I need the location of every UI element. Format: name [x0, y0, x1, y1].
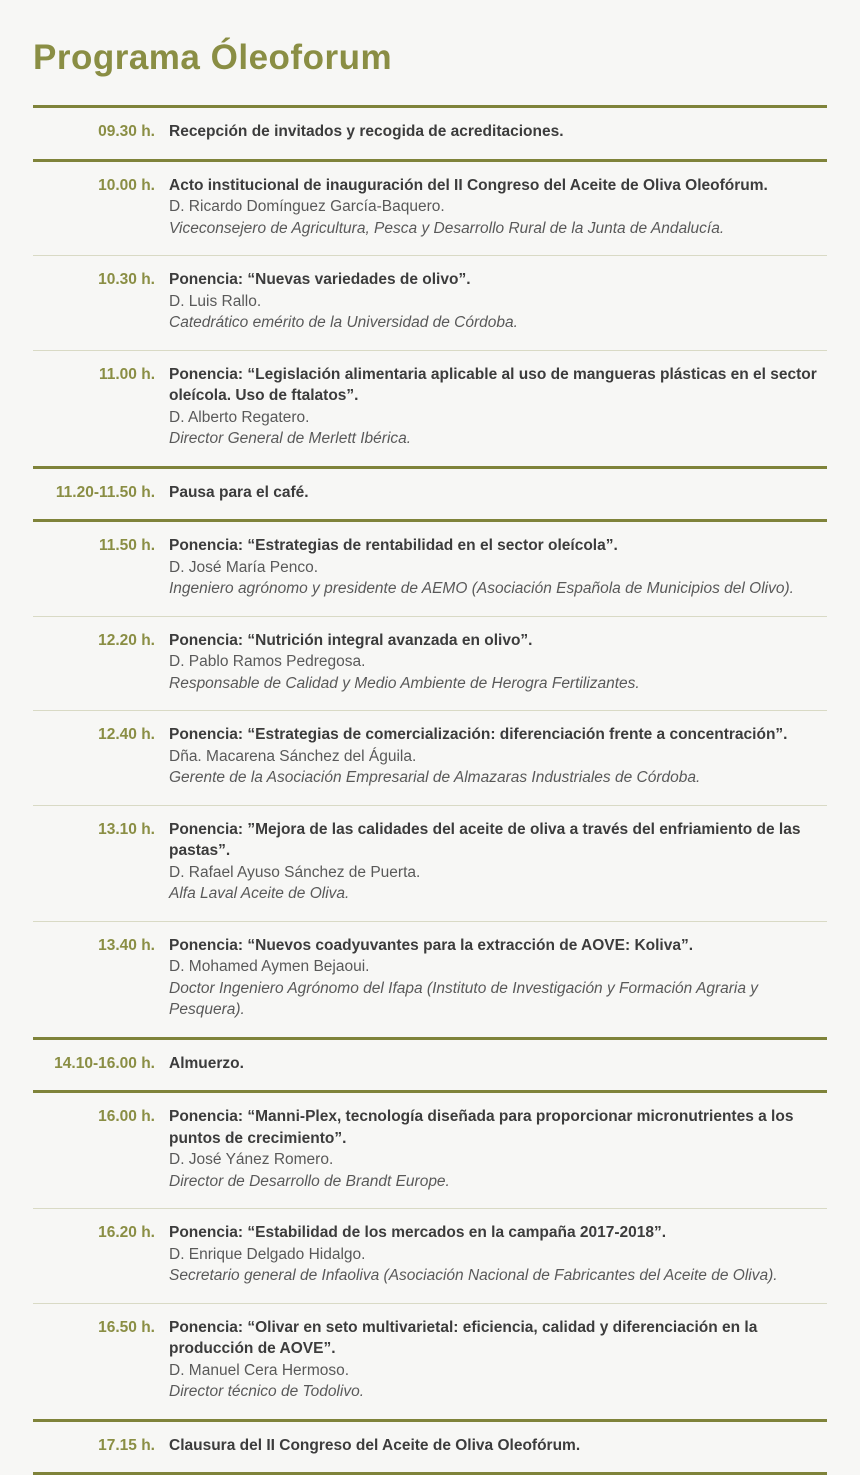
time-label: 11.50 h.: [98, 537, 155, 554]
entry-role: Responsable de Calidad y Medio Ambiente de Herogra Fertilizantes.: [169, 674, 640, 692]
entry-title: Ponencia: ”Mejora de las calidades del aceite de oliva a través del enfriamiento de las pastas”.: [169, 820, 801, 859]
entry-details: [169, 1222, 827, 1287]
entry-title: Acto institucional de inauguración del II Congreso del Aceite de Oliva Oleofórum.: [169, 176, 768, 194]
entry-details: [169, 724, 827, 789]
entry-title: Ponencia: “Estrategias de rentabilidad en el sector oleícola”.: [169, 537, 618, 554]
entry-details: [169, 1053, 827, 1075]
entry-speaker: D. Alberto Regatero.: [169, 408, 310, 426]
entry-role: Director General de Merlett Ibérica.: [169, 430, 412, 447]
entry-title: Ponencia: “Nutrición integral avanzada en olivo”.: [169, 631, 533, 649]
time-label: 10.00 h.: [98, 176, 155, 194]
entry-details: [169, 269, 827, 334]
schedule-row: [33, 1304, 827, 1419]
entry-title: Ponencia: “Olivar en seto multivarietal: eficiencia, calidad y diferenciación en la producción de AOVE”.: [169, 1318, 758, 1357]
entry-details: [169, 175, 827, 240]
entry-role: Ingeniero agrónomo y presidente de AEMO (Asociación Española de Municipios del Olivo).: [169, 580, 794, 597]
entry-role: Viceconsejero de Agricultura, Pesca y Desarrollo Rural de la Junta de Andalucía.: [169, 219, 725, 237]
entry-details: [169, 819, 827, 905]
entry-speaker: D. Manuel Cera Hermoso.: [169, 1361, 350, 1379]
time-label: 12.20 h.: [98, 631, 155, 649]
time-label: 16.50 h.: [98, 1318, 155, 1336]
entry-role: Secretario general de Infaoliva (Asociación Nacional de Fabricantes del Aceite de Oliva).: [169, 1267, 778, 1284]
time-label: 12.40 h.: [98, 726, 155, 743]
entry-title: Ponencia: “Estrategias de comercialización: diferenciación frente a concentración”.: [169, 726, 788, 743]
entry-details: [169, 1317, 827, 1403]
schedule-row: [33, 1209, 827, 1303]
time-label: 13.40 h.: [98, 936, 155, 954]
entry-role: Director de Desarrollo de Brandt Europe.: [169, 1172, 450, 1190]
entry-title: Ponencia: “Estabilidad de los mercados en la campaña 2017-2018”.: [169, 1224, 667, 1241]
schedule-row: [33, 1093, 827, 1208]
schedule-row: [33, 922, 827, 1037]
entry-title: Clausura del II Congreso del Aceite de Oliva Oleofórum.: [169, 1436, 581, 1454]
entry-speaker: Dña. Macarena Sánchez del Águila.: [169, 747, 417, 765]
schedule-row: [33, 469, 827, 520]
entry-speaker: D. José Yánez Romero.: [169, 1151, 334, 1168]
schedule-row: [33, 711, 827, 805]
entry-title: Ponencia: “Manni-Plex, tecnología diseñada para proporcionar micronutrientes a los puntos de crecimiento”.: [169, 1108, 794, 1147]
entry-title: Ponencia: “Nuevas variedades de olivo”.: [169, 271, 471, 288]
time-label: 16.00 h.: [98, 1108, 155, 1125]
entry-details: [169, 121, 827, 143]
entry-title: Recepción de invitados y recogida de acreditaciones.: [169, 123, 564, 140]
entry-role: Catedrático emérito de la Universidad de Córdoba.: [169, 314, 518, 331]
entry-role: Gerente de la Asociación Empresarial de Almazaras Industriales de Córdoba.: [169, 769, 701, 786]
schedule-row: [33, 617, 827, 711]
entry-speaker: D. José María Penco.: [169, 558, 319, 576]
schedule-row: [33, 806, 827, 921]
program-document: [33, 0, 827, 1475]
schedule-row: [33, 108, 827, 159]
entry-details: [169, 535, 827, 600]
time-label: 16.20 h.: [98, 1224, 155, 1241]
entry-title: Almuerzo.: [169, 1054, 244, 1072]
entry-details: [169, 364, 827, 450]
entry-title: Ponencia: “Nuevos coadyuvantes para la extracción de AOVE: Koliva”.: [169, 936, 694, 954]
schedule-list: [33, 105, 827, 1475]
entry-speaker: D. Enrique Delgado Hidalgo.: [169, 1245, 366, 1263]
entry-details: [169, 1106, 827, 1192]
entry-title: Pausa para el café.: [169, 483, 309, 501]
entry-details: [169, 482, 827, 504]
entry-speaker: D. Pablo Ramos Pedregosa.: [169, 653, 366, 670]
entry-speaker: D. Rafael Ayuso Sánchez de Puerta.: [169, 863, 421, 881]
time-label: 14.10-16.00 h.: [54, 1054, 155, 1072]
schedule-row: [33, 256, 827, 350]
time-label: 17.15 h.: [98, 1436, 155, 1454]
schedule-row: [33, 162, 827, 256]
time-label: 13.10 h.: [98, 820, 155, 838]
time-label: 11.20-11.50 h.: [55, 483, 155, 501]
schedule-row: [33, 522, 827, 616]
time-label: 11.00 h.: [98, 365, 155, 383]
time-label: 10.30 h.: [98, 271, 155, 288]
entry-role: Alfa Laval Aceite de Oliva.: [169, 885, 350, 902]
entry-speaker: D. Mohamed Aymen Bejaoui.: [169, 958, 370, 975]
schedule-row: [33, 1040, 827, 1091]
entry-role: Doctor Ingeniero Agrónomo del Ifapa (Instituto de Investigación y Formación Agraria y Pesquera).: [169, 979, 759, 1018]
entry-role: Director técnico de Todolivo.: [169, 1383, 364, 1400]
schedule-row: [33, 1422, 827, 1473]
entry-title: Ponencia: “Legislación alimentaria aplicable al uso de mangueras plásticas en el sector oleícola. Uso de ftalatos”.: [169, 365, 817, 404]
page-title: Programa Óleoforum: [33, 38, 393, 77]
entry-details: [169, 1435, 827, 1457]
entry-speaker: D. Luis Rallo.: [169, 292, 262, 310]
entry-speaker: D. Ricardo Domínguez García-Baquero.: [169, 198, 445, 215]
entry-details: [169, 935, 827, 1021]
time-label: 09.30 h.: [98, 123, 155, 140]
schedule-row: [33, 351, 827, 466]
entry-details: [169, 630, 827, 695]
